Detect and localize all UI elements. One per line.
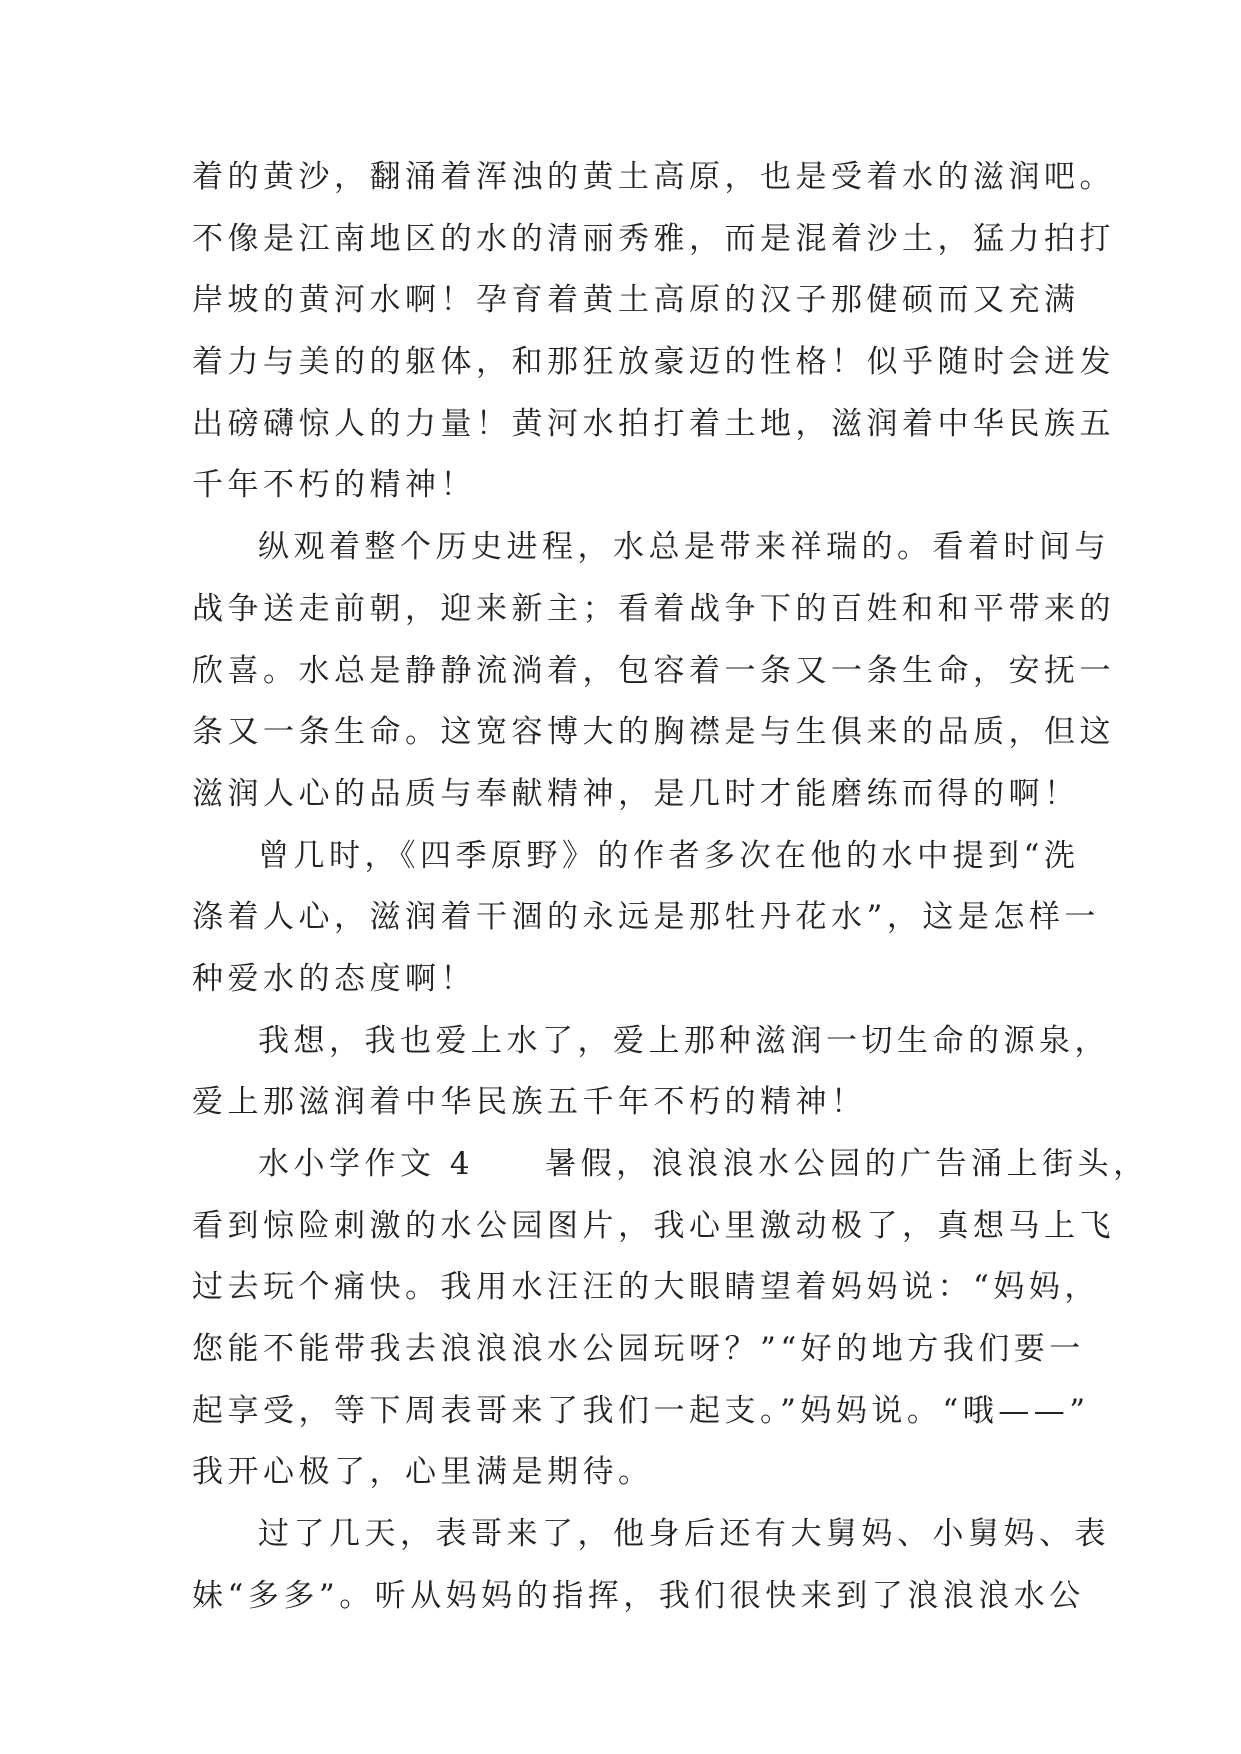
text-line: 您能不能带我去浪浪浪水公园玩呀？”“好的地方我们要一 [192, 1331, 1085, 1368]
paragraph-start-line: 我想，我也爱上水了，爱上那种滋润一切生命的源泉， [258, 1022, 1110, 1059]
text-line: 欣喜。水总是静静流淌着，包容着一条又一条生命，安抚一 [192, 652, 1115, 689]
paragraph-start-line: 过了几天，表哥来了，他身后还有大舅妈、小舅妈、表 [258, 1516, 1110, 1553]
paragraph-start-line: 曾几时，《四季原野》的作者多次在他的水中提到“洗 [258, 837, 1080, 874]
text-line: 条又一条生命。这宽容博大的胸襟是与生俱来的品质，但这 [192, 714, 1115, 751]
text-line: 妹“多多”。听从妈妈的指挥，我们很快来到了浪浪浪水公 [192, 1577, 1085, 1614]
text-line: 滋润人心的品质与奉献精神，是几时才能磨练而得的啊！ [192, 775, 1080, 812]
text-line: 着力与美的的躯体，和那狂放豪迈的性格！似乎随时会迸发 [192, 344, 1115, 381]
text-line: 着的黄沙，翻涌着浑浊的黄土高原，也是受着水的滋润吧。 [192, 159, 1115, 195]
text-line: 千年不朽的精神！ [192, 467, 476, 504]
text-line: 出磅礴惊人的力量！黄河水拍打着土地，滋润着中华民族五 [192, 405, 1115, 442]
text-line: 不像是江南地区的水的清丽秀雅，而是混着沙土，猛力拍打 [192, 220, 1115, 257]
text-line: 爱上那滋润着中华民族五千年不朽的精神！ [192, 1084, 867, 1121]
text-line: 战争送走前朝，迎来新主；看着战争下的百姓和和平带来的 [192, 590, 1115, 627]
document-body [192, 158, 1149, 1639]
text-line: 岸坡的黄河水啊！孕育着黄土高原的汉子那健硕而又充满 [192, 282, 1080, 319]
text-line: 种爱水的态度啊！ [192, 960, 476, 997]
text-line: 我开心极了，心里满是期待。 [192, 1454, 654, 1491]
paragraph-start-line: 水小学作文 4 暑假，浪浪浪水公园的广告涌上街头， [258, 1146, 1149, 1182]
text-line: 涤着人心，滋润着干涸的永远是那牡丹花水”，这是怎样一 [192, 899, 1100, 936]
text-line: 看到惊险刺激的水公园图片，我心里激动极了，真想马上飞 [192, 1207, 1115, 1244]
text-line: 起享受，等下周表哥来了我们一起支。”妈妈说。“哦——” [192, 1392, 1090, 1429]
text-line: 过去玩个痛快。我用水汪汪的大眼睛望着妈妈说：“妈妈， [192, 1269, 1100, 1306]
paragraph-start-line: 纵观着整个历史进程，水总是带来祥瑞的。看着时间与 [258, 529, 1110, 566]
